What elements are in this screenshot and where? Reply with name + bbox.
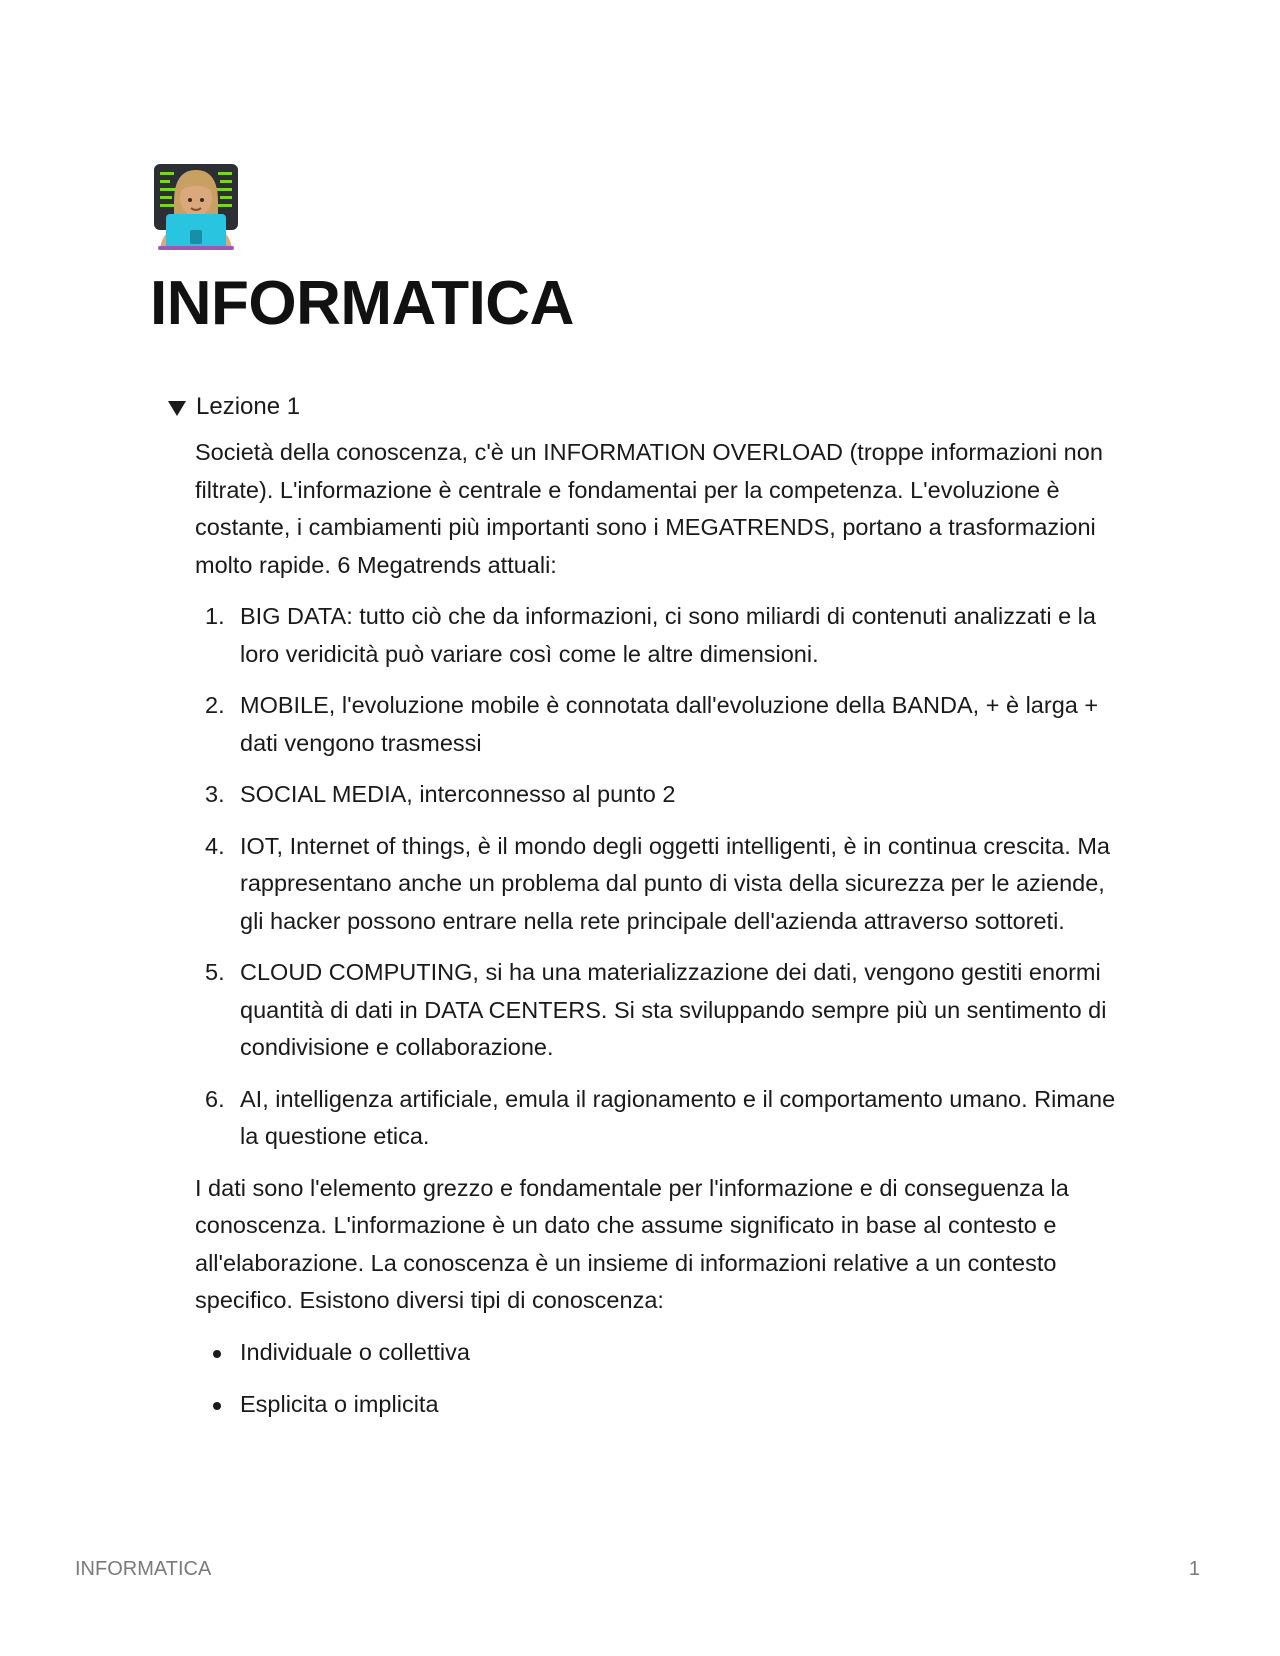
page-title: INFORMATICA (150, 269, 574, 338)
page-number: 1 (1188, 1558, 1200, 1580)
list-item-text: IOT, Internet of things, è il mondo degli oggetti intelligenti, è in continua crescita. Ma rappresentano anche un problema dal punto di vista della sicurezza per le aziende, gli hacker possono entrare nella rete principale dell'azienda attraverso sottoreti. (240, 832, 1110, 934)
list-item-text: SOCIAL MEDIA, interconnesso al punto 2 (240, 781, 676, 807)
list-item (195, 828, 1127, 941)
list-number: 3. (205, 781, 225, 807)
list-number: 6. (205, 1085, 225, 1112)
list-item-text: BIG DATA: tutto ciò che da informazioni, ci sono miliardi di contenuti analizzati e la loro veridicità può variare così come le altre dimensioni. (240, 603, 1096, 667)
bullet-icon (213, 1350, 221, 1358)
knowledge-types-list (195, 1334, 1127, 1424)
footer-title: INFORMATICA (75, 1558, 212, 1580)
list-item (195, 1081, 1127, 1156)
list-item (195, 954, 1127, 1067)
toggle-label: Lezione 1 (196, 393, 301, 420)
knowledge-paragraph: I dati sono l'elemento grezzo e fondamentale per l'informazione e di conseguenza la conoscenza. L'informazione è un dato che assume significato in base al contesto e all'elaborazione. La conoscenza è un insieme di informazioni relative a un contesto specifico. Esistono diversi tipi di conoscenza: (195, 1174, 1069, 1313)
list-number: 1. (205, 603, 225, 629)
list-item-text: Esplicita o implicita (240, 1391, 439, 1417)
list-item (195, 1386, 1127, 1424)
list-item-text: MOBILE, l'evoluzione mobile è connotata dall'evoluzione della BANDA, + è larga + dati vengono trasmessi (240, 692, 1099, 756)
triangle-down-icon[interactable] (168, 401, 186, 416)
list-item (195, 598, 1127, 673)
intro-paragraph: Società della conoscenza, c'è un INFORMATION OVERLOAD (troppe informazioni non filtrate). L'informazione è centrale e fondamentai per la competenza. L'evoluzione è costante, i cambiamenti più importanti sono i MEGATRENDS, portano a trasformazioni molto rapide. 6 Megatrends attuali: (195, 439, 1103, 578)
toggle-header[interactable] (168, 388, 1128, 426)
bullet-icon (213, 1402, 221, 1410)
list-number: 4. (205, 832, 225, 859)
megatrends-list (195, 598, 1127, 1156)
list-item (195, 776, 1127, 814)
list-item-text: CLOUD COMPUTING, si ha una materializzazione dei dati, vengono gestiti enormi quantità di dati in DATA CENTERS. Si sta sviluppando sempre più un sentimento di condivisione e collaborazione. (240, 959, 1107, 1060)
woman-technologist-icon (152, 162, 240, 250)
toggle-block-lezione-1 (168, 388, 1128, 1439)
list-number: 5. (205, 959, 225, 985)
list-item-text: Individuale o collettiva (240, 1338, 470, 1365)
list-number: 2. (205, 692, 225, 718)
list-item-text: AI, intelligenza artificiale, emula il ragionamento e il comportamento umano. Rimane la questione etica. (240, 1085, 1116, 1149)
list-item (195, 1334, 1127, 1372)
list-item (195, 687, 1127, 762)
toggle-content (195, 434, 1127, 1424)
